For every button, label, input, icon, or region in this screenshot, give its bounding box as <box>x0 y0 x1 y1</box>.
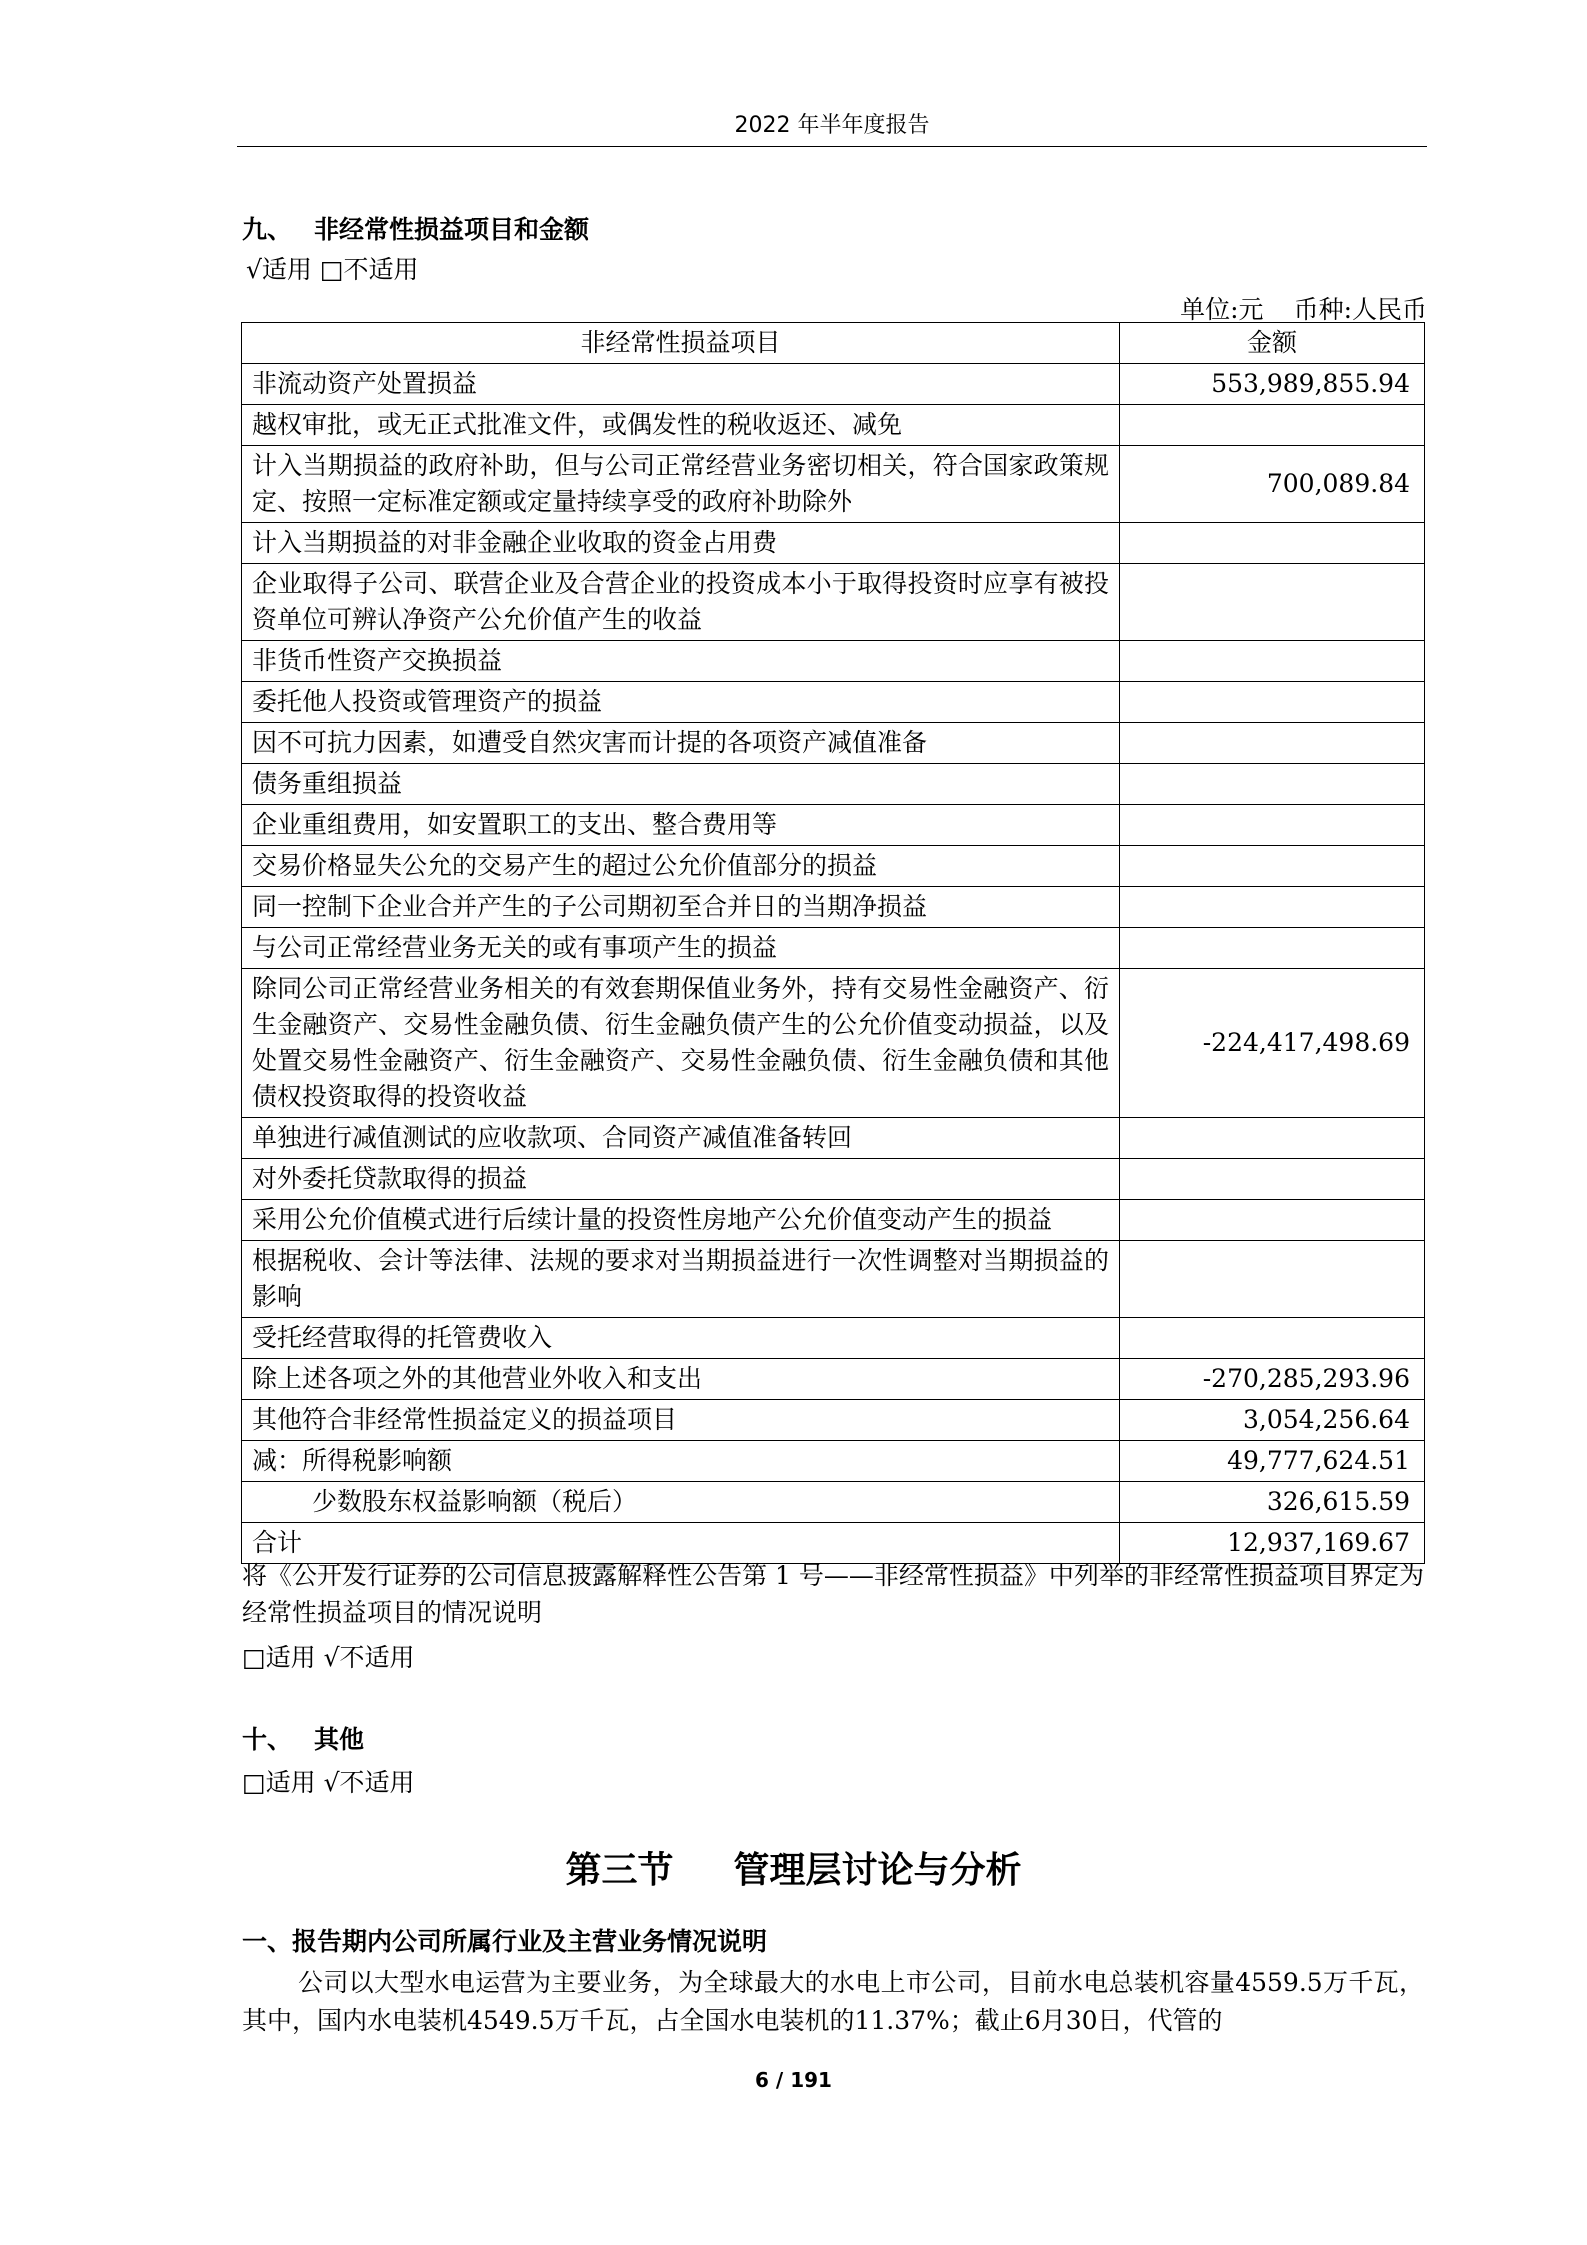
table-row <box>242 523 1425 564</box>
row-item: 受托经营取得的托管费收入 <box>242 1318 1120 1359</box>
row-amount: 326,615.59 <box>1120 1482 1425 1523</box>
row-item: 采用公允价值模式进行后续计量的投资性房地产公允价值变动产生的损益 <box>242 1200 1120 1241</box>
row-item: 减：所得税影响额 <box>242 1441 1120 1482</box>
subsection-1-title: 一、报告期内公司所属行业及主营业务情况说明 <box>242 1927 768 1956</box>
row-amount <box>1120 523 1425 564</box>
unit-label: 单位:元 <box>1180 295 1264 324</box>
row-amount: 12,937,169.67 <box>1120 1523 1425 1564</box>
row-item: 少数股东权益影响额（税后） <box>242 1482 1120 1523</box>
business-description-paragraph: 公司以大型水电运营为主要业务，为全球最大的水电上市公司，目前水电总装机容量4559.5万千瓦，其中，国内水电装机4549.5万千瓦，占全国水电装机的11.37%；截止6月30日，代管的 <box>242 1968 1424 2035</box>
row-amount <box>1120 1200 1425 1241</box>
row-amount <box>1120 1118 1425 1159</box>
row-item: 非货币性资产交换损益 <box>242 641 1120 682</box>
row-item: 除上述各项之外的其他营业外收入和支出 <box>242 1359 1120 1400</box>
page-number: 6 / 191 <box>755 2068 832 2092</box>
table-row <box>242 564 1425 641</box>
row-item: 债务重组损益 <box>242 764 1120 805</box>
section-9-number: 九、 <box>242 215 293 244</box>
table-row <box>242 1200 1425 1241</box>
table-row <box>242 641 1425 682</box>
row-amount <box>1120 1318 1425 1359</box>
row-item: 除同公司正常经营业务相关的有效套期保值业务外，持有交易性金融资产、衍生金融资产、交易性金融负债、衍生金融负债产生的公允价值变动损益，以及处置交易性金融资产、衍生金融资产、交易性金融负债、衍生金融负债和其他债权投资取得的投资收益 <box>242 969 1120 1118</box>
section-10-applicability: □适用 √不适用 <box>242 1768 415 1797</box>
unit-currency-line <box>1180 290 1427 326</box>
chapter-number: 第三节 <box>565 1850 674 1891</box>
currency-label: 币种:人民币 <box>1293 295 1427 324</box>
row-item: 对外委托贷款取得的损益 <box>242 1159 1120 1200</box>
row-amount <box>1120 887 1425 928</box>
row-amount: 553,989,855.94 <box>1120 364 1425 405</box>
row-item: 非流动资产处置损益 <box>242 364 1120 405</box>
note-applicability: □适用 √不适用 <box>242 1643 415 1672</box>
table-row <box>242 723 1425 764</box>
row-amount <box>1120 1159 1425 1200</box>
table-header-row <box>242 323 1425 364</box>
section-9-title: 非经常性损益项目和金额 <box>314 215 590 244</box>
table-row <box>242 1159 1425 1200</box>
row-amount <box>1120 564 1425 641</box>
row-item: 同一控制下企业合并产生的子公司期初至合并日的当期净损益 <box>242 887 1120 928</box>
row-item: 委托他人投资或管理资产的损益 <box>242 682 1120 723</box>
chapter-title <box>0 1842 1587 1893</box>
chapter-name: 管理层讨论与分析 <box>733 1850 1022 1891</box>
row-item: 根据税收、会计等法律、法规的要求对当期损益进行一次性调整对当期损益的影响 <box>242 1241 1120 1318</box>
row-amount <box>1120 1241 1425 1318</box>
row-item: 合计 <box>242 1523 1120 1564</box>
row-amount <box>1120 405 1425 446</box>
row-amount: -270,285,293.96 <box>1120 1359 1425 1400</box>
table-row <box>242 969 1425 1118</box>
non-recurring-gains-table <box>241 322 1425 1564</box>
table-row <box>242 846 1425 887</box>
row-item: 因不可抗力因素，如遭受自然灾害而计提的各项资产减值准备 <box>242 723 1120 764</box>
section-9-heading <box>242 210 589 246</box>
row-item: 计入当期损益的对非金融企业收取的资金占用费 <box>242 523 1120 564</box>
table-row <box>242 1441 1425 1482</box>
table-row <box>242 764 1425 805</box>
table-row <box>242 887 1425 928</box>
row-amount <box>1120 805 1425 846</box>
table-row <box>242 1118 1425 1159</box>
row-item: 与公司正常经营业务无关的或有事项产生的损益 <box>242 928 1120 969</box>
row-item: 其他符合非经常性损益定义的损益项目 <box>242 1400 1120 1441</box>
row-item: 计入当期损益的政府补助，但与公司正常经营业务密切相关，符合国家政策规定、按照一定标准定额或定量持续享受的政府补助除外 <box>242 446 1120 523</box>
table-row <box>242 364 1425 405</box>
table-row <box>242 682 1425 723</box>
table-row <box>242 1482 1425 1523</box>
row-item: 企业重组费用，如安置职工的支出、整合费用等 <box>242 805 1120 846</box>
table-row <box>242 1400 1425 1441</box>
row-amount: -224,417,498.69 <box>1120 969 1425 1118</box>
table-row <box>242 805 1425 846</box>
row-amount: 49,777,624.51 <box>1120 1441 1425 1482</box>
table-row <box>242 405 1425 446</box>
table-row <box>242 1318 1425 1359</box>
row-amount <box>1120 641 1425 682</box>
section-10-title: 其他 <box>314 1725 365 1754</box>
table-row <box>242 446 1425 523</box>
row-amount <box>1120 682 1425 723</box>
row-amount <box>1120 846 1425 887</box>
column-header-amount: 金额 <box>1120 323 1425 364</box>
section-10-heading <box>242 1720 364 1756</box>
row-item: 单独进行减值测试的应收款项、合同资产减值准备转回 <box>242 1118 1120 1159</box>
table-row <box>242 1241 1425 1318</box>
header-divider <box>237 146 1427 147</box>
section-10-number: 十、 <box>242 1725 293 1754</box>
section-9-applicability: √适用 □不适用 <box>246 255 419 284</box>
reclassification-note: 将《公开发行证券的公司信息披露解释性公告第 1 号——非经常性损益》中列举的非经常性损益项目界定为经常性损益项目的情况说明 <box>242 1561 1424 1627</box>
row-amount: 3,054,256.64 <box>1120 1400 1425 1441</box>
row-amount <box>1120 928 1425 969</box>
row-item: 交易价格显失公允的交易产生的超过公允价值部分的损益 <box>242 846 1120 887</box>
row-amount: 700,089.84 <box>1120 446 1425 523</box>
column-header-item: 非经常性损益项目 <box>242 323 1120 364</box>
row-item: 越权审批，或无正式批准文件，或偶发性的税收返还、减免 <box>242 405 1120 446</box>
report-header-title: 2022 年半年度报告 <box>734 113 930 138</box>
row-amount <box>1120 764 1425 805</box>
row-item: 企业取得子公司、联营企业及合营企业的投资成本小于取得投资时应享有被投资单位可辨认净资产公允价值产生的收益 <box>242 564 1120 641</box>
table-row <box>242 1359 1425 1400</box>
table-row <box>242 928 1425 969</box>
row-amount <box>1120 723 1425 764</box>
